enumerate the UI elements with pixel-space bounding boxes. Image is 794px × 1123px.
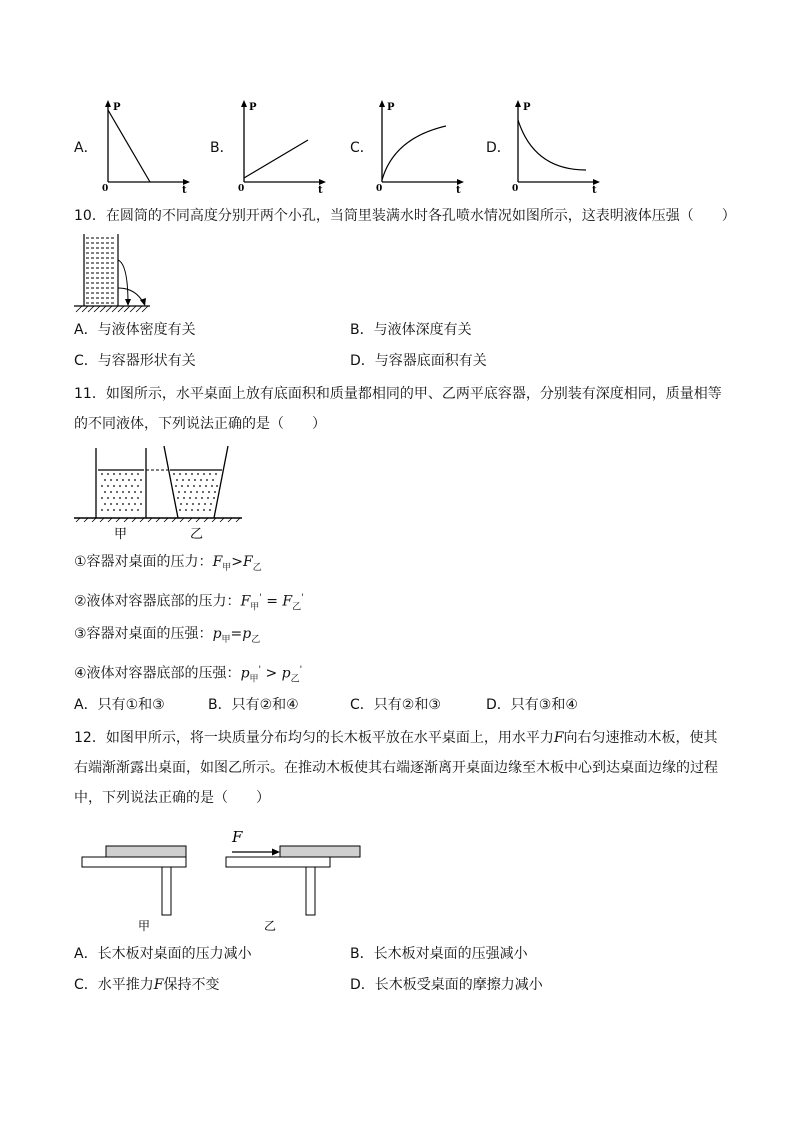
q12-stem-line1: 12．如图甲所示，将一块质量分布均匀的长木板平放在水平桌面上，用水平力F向右匀速推动木板，使其 bbox=[74, 730, 718, 746]
q9-option-a-label: A． bbox=[74, 140, 98, 156]
q9-axis-x-d: t bbox=[592, 185, 597, 194]
q9-curve-b bbox=[244, 140, 308, 178]
q9-graph-c bbox=[372, 98, 472, 194]
q11-statement-4: ④液体对容器底部的压强：$p_甲' > p_乙'$ bbox=[74, 665, 303, 685]
q9-curve-c bbox=[382, 126, 446, 180]
q9-axis-y-b: P bbox=[249, 102, 257, 113]
q10-option-d: D．与容器底面积有关 bbox=[350, 353, 487, 369]
q9-axis-x-a: t bbox=[182, 185, 187, 194]
q12-option-a: A．长木板对桌面的压力减小 bbox=[74, 946, 252, 962]
q12-board-figure bbox=[80, 824, 380, 936]
q9-origin-c: 0 bbox=[376, 184, 383, 194]
q10-cylinder-figure bbox=[74, 230, 154, 314]
q9-origin-a: 0 bbox=[102, 184, 109, 194]
q10-option-a: A．与液体密度有关 bbox=[74, 322, 196, 338]
q9-option-c-label: C． bbox=[350, 140, 374, 156]
q10-option-c: C．与容器形状有关 bbox=[74, 353, 196, 369]
q11-fig-label-yi: 乙 bbox=[190, 527, 204, 542]
q11-statement-1: ①容器对桌面的压力：$F_甲>F_乙$ bbox=[74, 554, 262, 573]
q9-graph-a bbox=[98, 98, 198, 194]
q11-option-d: D．只有③和④ bbox=[486, 697, 578, 713]
q11-fig-label-jia: 甲 bbox=[114, 527, 128, 542]
q11-option-b: B．只有②和④ bbox=[208, 697, 299, 713]
q11-statement-3: ③容器对桌面的压强：$p_甲=p_乙$ bbox=[74, 626, 261, 645]
q12-stem-line3: 中，下列说法正确的是（ ） bbox=[74, 790, 270, 806]
q9-curve-d bbox=[518, 120, 586, 170]
q12-fig-force-label: F bbox=[232, 828, 243, 846]
q11-containers-figure bbox=[74, 444, 244, 544]
q9-origin-d: 0 bbox=[512, 184, 519, 194]
q9-axis-y-a: P bbox=[113, 102, 121, 113]
q9-option-d-label: D． bbox=[486, 140, 511, 156]
q9-axis-x-b: t bbox=[318, 185, 323, 194]
q9-graph-d bbox=[508, 98, 608, 194]
q9-curve-a bbox=[108, 110, 150, 182]
q11-stem-line1: 11．如图所示，水平桌面上放有底面积和质量都相同的甲、乙两平底容器，分别装有深度相同，质量相等 bbox=[74, 386, 722, 402]
q11-option-c: C．只有②和③ bbox=[350, 697, 441, 713]
q12-stem-line2: 右端渐渐露出桌面，如图乙所示。在推动木板使其右端逐渐离开桌面边缘至木板中心到达桌面边缘的过程 bbox=[74, 760, 718, 776]
q9-origin-b: 0 bbox=[238, 184, 245, 194]
q11-statement-2: ②液体对容器底部的压力：$F_甲' = F_乙'$ bbox=[74, 593, 304, 613]
q10-option-b: B．与液体深度有关 bbox=[350, 322, 472, 338]
q9-option-b-label: B． bbox=[210, 140, 234, 156]
q9-graph-b bbox=[234, 98, 334, 194]
q9-axis-y-d: P bbox=[523, 102, 531, 113]
q11-stem-line2: 的不同液体，下列说法正确的是（ ） bbox=[74, 416, 326, 432]
q11-option-a: A．只有①和③ bbox=[74, 697, 165, 713]
q12-option-c: C．水平推力F保持不变 bbox=[74, 977, 220, 993]
q9-axis-y-c: P bbox=[387, 102, 395, 113]
q12-option-b: B．长木板对桌面的压强减小 bbox=[350, 946, 528, 962]
q12-fig-label-jia: 甲 bbox=[138, 919, 151, 933]
q10-stem: 10．在圆筒的不同高度分别开两个小孔，当筒里装满水时各孔喷水情况如图所示，这表明液体压强（ ） bbox=[74, 208, 736, 224]
q9-axis-x-c: t bbox=[456, 185, 461, 194]
q12-fig-label-yi: 乙 bbox=[264, 919, 277, 933]
q12-option-d: D．长木板受桌面的摩擦力减小 bbox=[350, 977, 543, 993]
